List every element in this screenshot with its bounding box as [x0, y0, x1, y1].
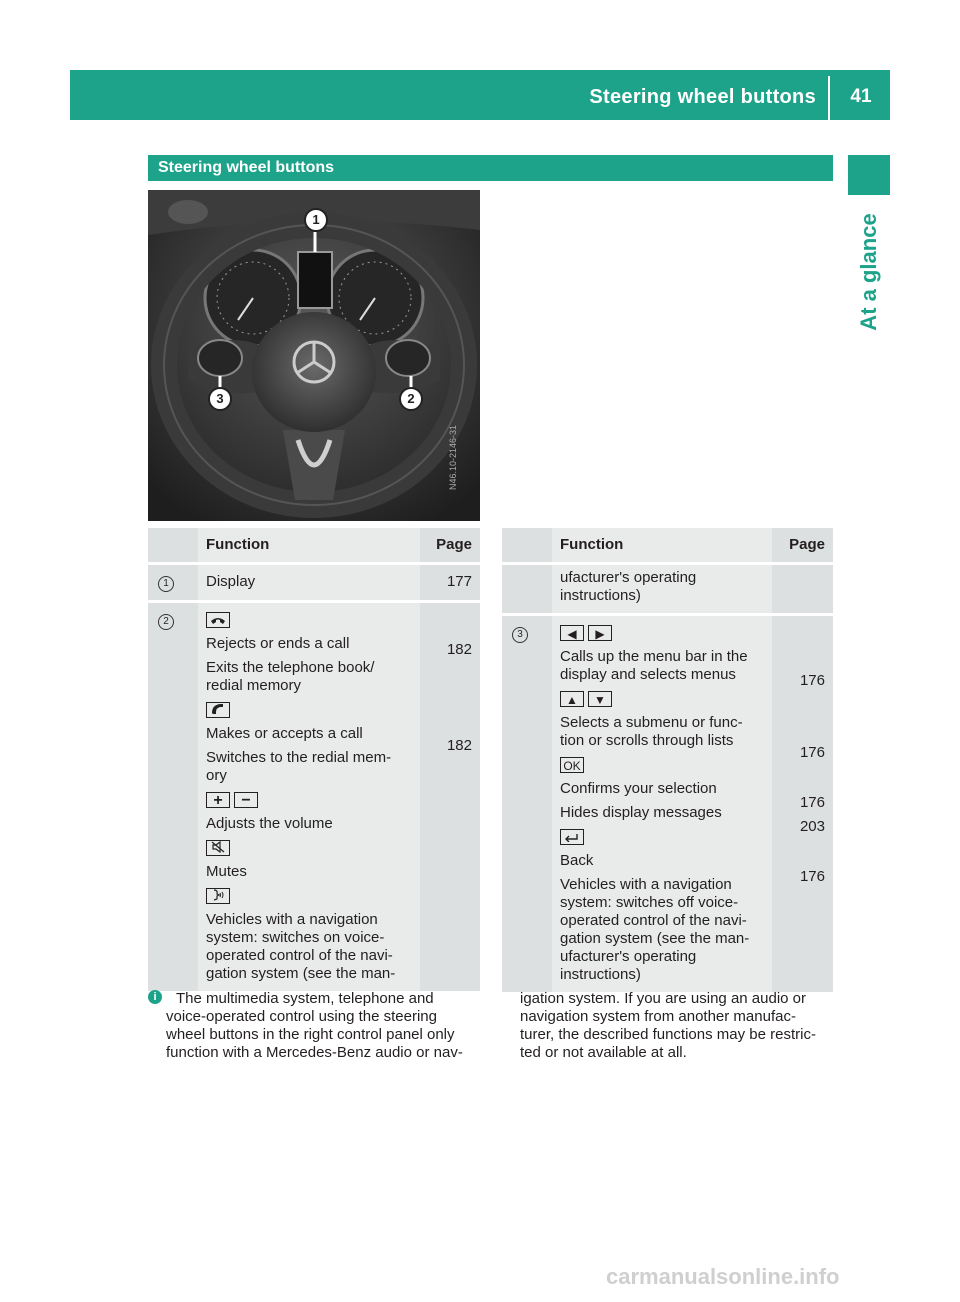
- page-number: 41: [850, 86, 872, 107]
- vehicles-text-1: Vehicles with a navigation: [206, 911, 378, 928]
- volume-plus-icon: +: [206, 792, 230, 808]
- header-title: Steering wheel buttons: [589, 86, 816, 108]
- note-right: [520, 990, 816, 1062]
- header-divider: [828, 76, 830, 120]
- phone-hangup-icon: [206, 612, 230, 628]
- callout-2: 2: [399, 387, 423, 411]
- note-left-line: The multimedia system, telephone and: [176, 990, 434, 1007]
- submenu-text-1: Selects a submenu or func-: [560, 714, 743, 731]
- submenu-page: 176: [799, 744, 825, 761]
- col-num: [148, 528, 198, 564]
- watermark: carmanualsonline.info: [606, 1264, 840, 1289]
- chapter-label: At a glance: [856, 213, 881, 331]
- steering-wheel-photo: [148, 190, 480, 521]
- note-left-line: wheel buttons in the right control panel only: [166, 1026, 455, 1043]
- vehicles-text-2: system: switches on voice-: [206, 929, 385, 946]
- vehicles-text-3: operated control of the navi-: [206, 947, 393, 964]
- nav-text-2: system: switches off voice-: [560, 894, 739, 911]
- function-table-right: [502, 528, 833, 995]
- back-icon: [560, 829, 584, 845]
- nav-text-6: instructions): [560, 966, 641, 983]
- confirm-page: 176: [799, 794, 825, 811]
- col-num: [502, 528, 552, 564]
- row-number: 3: [512, 627, 528, 643]
- row-function: Display: [198, 564, 420, 602]
- switch-text-1: Switches to the redial mem-: [206, 749, 392, 766]
- reject-text: Rejects or ends a call: [206, 635, 350, 652]
- note-right-line: navigation system from another manufac-: [520, 1008, 796, 1025]
- switch-text-2: ory: [206, 767, 227, 784]
- arrow-right-icon: ▶: [588, 625, 612, 641]
- row-page: 177: [420, 564, 480, 602]
- menu-text-1: Calls up the menu bar in the: [560, 648, 748, 665]
- phone-call-icon: [206, 702, 230, 718]
- confirm-text: Confirms your selection: [560, 780, 717, 797]
- ok-icon: OK: [560, 757, 584, 773]
- volume-text: Adjusts the volume: [206, 815, 333, 832]
- note-right-line: turer, the described functions may be restric-: [520, 1026, 816, 1043]
- col-function: Function: [198, 528, 420, 564]
- note-left: [166, 990, 463, 1062]
- arrow-down-icon: ▼: [588, 691, 612, 707]
- page-header: [70, 70, 890, 120]
- nav-text-3: operated control of the navi-: [560, 912, 747, 929]
- row-number: 2: [158, 614, 174, 630]
- back-text: Back: [560, 852, 594, 869]
- nav-text-5: ufacturer's operating: [560, 948, 697, 965]
- col-page: Page: [420, 528, 480, 564]
- col-function: Function: [552, 528, 772, 564]
- row-number: 1: [158, 576, 174, 592]
- nav-text-1: Vehicles with a navigation: [560, 876, 732, 893]
- volume-minus-icon: −: [234, 792, 258, 808]
- note-left-line: voice-operated control using the steering: [166, 1008, 437, 1025]
- hide-text: Hides display messages: [560, 804, 722, 821]
- vehicles-text-4: gation system (see the man-: [206, 965, 396, 982]
- back-page: 176: [799, 868, 825, 885]
- continued-text-2: instructions): [560, 587, 641, 604]
- table-row: [502, 564, 833, 615]
- mute-icon: [206, 840, 230, 856]
- arrow-up-icon: ▲: [560, 691, 584, 707]
- callout-1: 1: [304, 208, 328, 232]
- continued-text-1: ufacturer's operating: [560, 569, 697, 586]
- menu-page: 176: [799, 672, 825, 689]
- info-icon: i: [148, 990, 162, 1004]
- nav-text-4: gation system (see the man-: [560, 930, 750, 947]
- exits-text-2: redial memory: [206, 677, 302, 694]
- table-row: [148, 564, 480, 602]
- note-right-line: igation system. If you are using an audio or: [520, 990, 806, 1007]
- accept-text: Makes or accepts a call: [206, 725, 363, 742]
- voice-control-icon: [206, 888, 230, 904]
- arrow-left-icon: ◀: [560, 625, 584, 641]
- note-right-line: ted or not available at all.: [520, 1044, 687, 1061]
- photo-code: N46.10-2146-31: [448, 424, 458, 490]
- accept-page: 182: [446, 737, 472, 754]
- chapter-tab: [848, 155, 890, 195]
- exits-text-1: Exits the telephone book/: [206, 659, 375, 676]
- steering-wheel-illustration: [148, 190, 480, 521]
- submenu-text-2: tion or scrolls through lists: [560, 732, 734, 749]
- function-table-left: [148, 528, 480, 994]
- hide-page: 203: [799, 818, 825, 835]
- table-row: [502, 615, 833, 994]
- table-row: [148, 602, 480, 993]
- col-page: Page: [772, 528, 833, 564]
- note-left-line: function with a Mercedes-Benz audio or nav-: [166, 1044, 463, 1061]
- mutes-text: Mutes: [206, 863, 247, 880]
- callout-3: 3: [208, 387, 232, 411]
- reject-page: 182: [446, 641, 472, 658]
- section-title: Steering wheel buttons: [148, 155, 833, 181]
- menu-text-2: display and selects menus: [560, 666, 736, 683]
